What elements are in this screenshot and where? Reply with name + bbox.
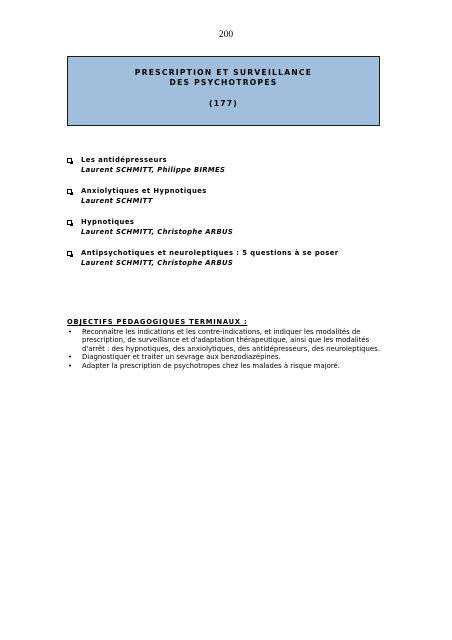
objective-item <box>67 353 389 362</box>
checkbox-bullet-icon <box>67 189 72 194</box>
objective-text: Adapter la prescription de psychotropes chez les malades à risque majoré. <box>82 361 340 370</box>
page-number: 200 <box>218 30 234 40</box>
chapter-item <box>67 187 397 206</box>
bullet-icon: • <box>68 361 73 370</box>
title-box <box>67 56 380 126</box>
chapter-authors: Laurent SCHMITT, Philippe BIRMES <box>81 165 226 174</box>
item-code: (177) <box>208 99 239 108</box>
chapter-title: Les antidépresseurs <box>81 156 168 164</box>
bullet-icon: • <box>68 327 73 336</box>
objective-text: Reconnaître les indications et les contre-indications, et indiquer les modalités de prescription, de surveillance et d'adaptation thérapeutique, ainsi que les modalités d'arrêt : des hypnotiques, des anxiolytiques, des antidépresseurs, des neuroleptiques. <box>82 327 380 353</box>
chapter-authors: Laurent SCHMITT, Christophe ARBUS <box>81 258 234 267</box>
checkbox-bullet-icon <box>67 251 72 256</box>
checkbox-bullet-icon <box>67 158 72 163</box>
chapter-item <box>67 249 397 268</box>
chapter-authors: Laurent SCHMITT <box>81 196 153 205</box>
chapter-item <box>67 218 397 237</box>
objective-item <box>67 362 389 371</box>
objectives-list <box>67 328 389 371</box>
title-line-1: PRESCRIPTION ET SURVEILLANCE <box>134 68 313 77</box>
checkbox-bullet-icon <box>67 220 72 225</box>
chapter-list <box>67 156 397 280</box>
objectives-section <box>67 318 389 370</box>
title-line-2: DES PSYCHOTROPES <box>169 78 278 87</box>
objective-text: Diagnostiquer et traiter un sevrage aux benzodiazépines. <box>82 353 281 362</box>
chapter-title: Anxiolytiques et Hypnotiques <box>81 187 207 195</box>
chapter-item <box>67 156 397 175</box>
chapter-title: Hypnotiques <box>81 218 135 226</box>
bullet-icon: • <box>68 353 73 362</box>
objective-item <box>67 328 389 354</box>
chapter-authors: Laurent SCHMITT, Christophe ARBUS <box>81 227 234 236</box>
chapter-title: Antipsychotiques et neuroleptiques : 5 questions à se poser <box>81 249 339 257</box>
objectives-heading: OBJECTIFS PEDAGOGIQUES TERMINAUX : <box>67 318 248 326</box>
